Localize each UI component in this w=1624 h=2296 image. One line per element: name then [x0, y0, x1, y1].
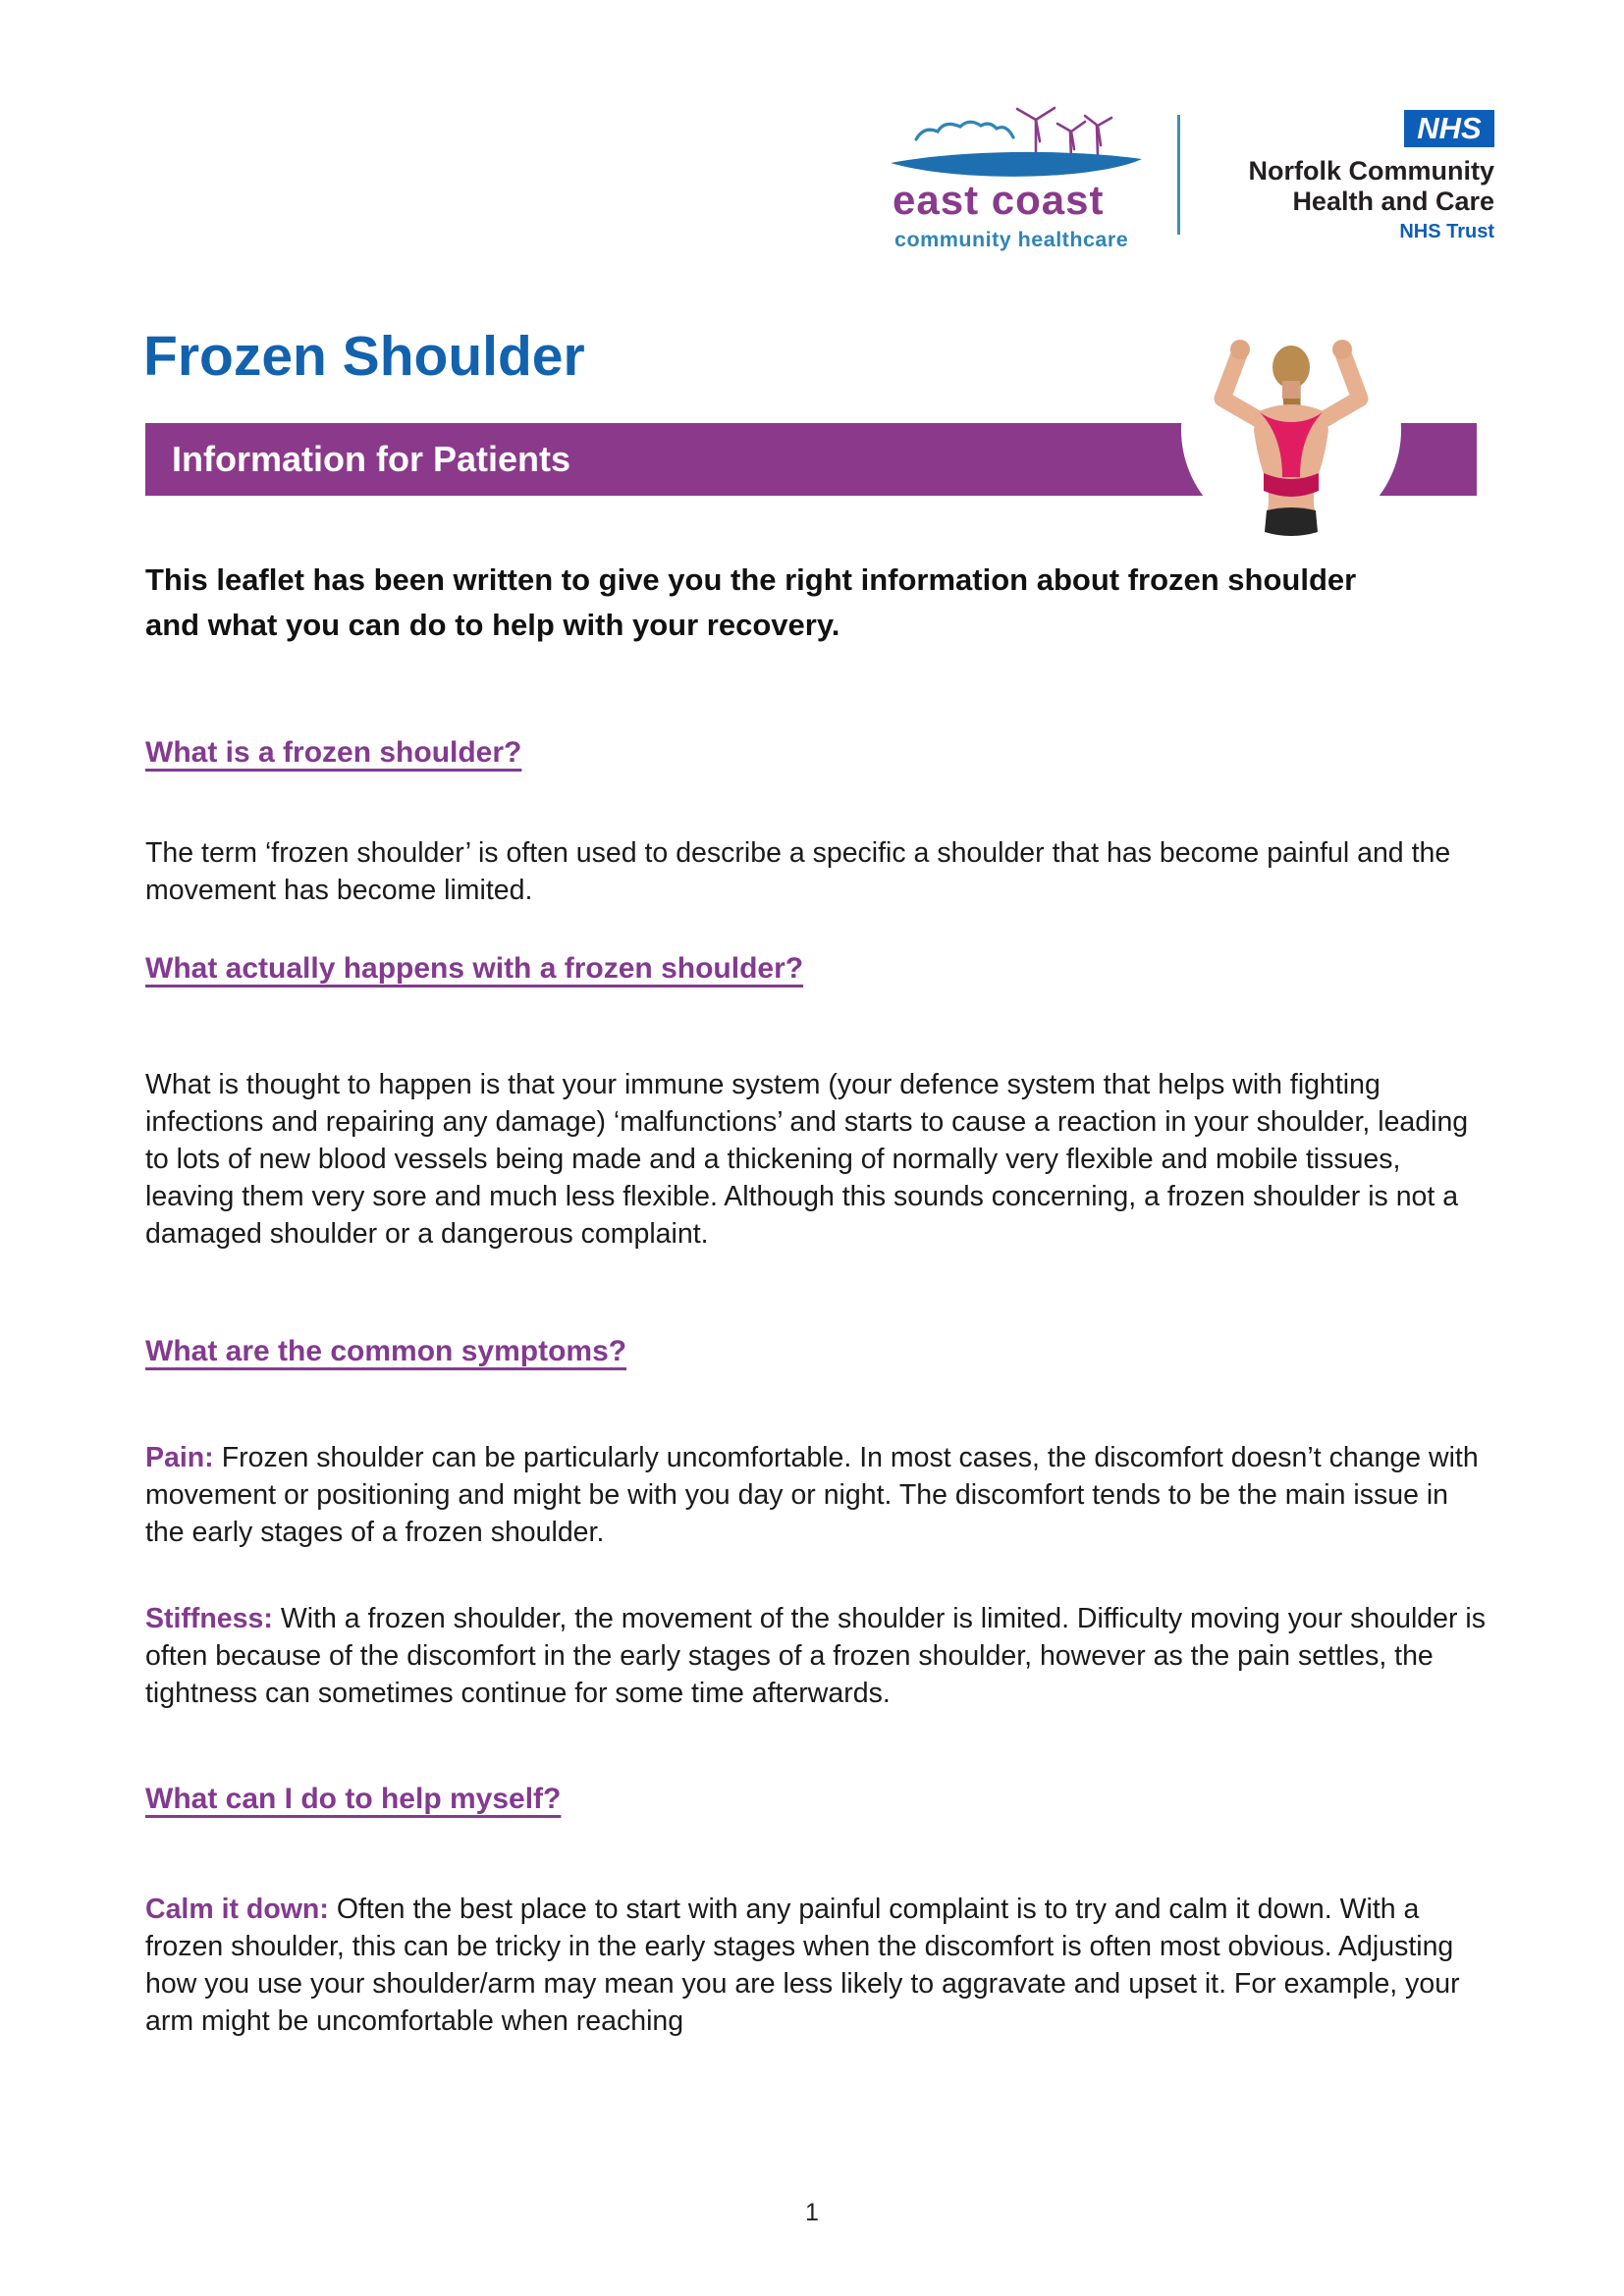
woman-flexing-icon [1181, 320, 1401, 540]
nhs-logo [1245, 110, 1494, 243]
paragraph-mechanism: What is thought to happen is that your immune system (your defence system that helps with fighting infections and repairing any damage) ‘malfunctions’ and starts to cause a reaction in your shoulder, leading to lots of new blood vessels being made and a thickening of normally very flexible and mobile tissues, leaving them very sore and much less flexible. Although this sounds concerning, a frozen shoulder is not a damaged shoulder or a dangerous complaint. [145, 1069, 1469, 1250]
nhs-logo-box: NHS [1404, 110, 1494, 147]
nhs-org-line1: Norfolk Community [1248, 156, 1494, 186]
page-number: 1 [805, 2199, 819, 2226]
heading-common-symptoms: What are the common symptoms? [145, 1335, 627, 1367]
paragraph-definition: The term ‘frozen shoulder’ is often used to describe a specific a shoulder that has become painful and the movement has become limited. [145, 837, 1451, 906]
nhs-org-name [1245, 156, 1494, 217]
east-coast-logo-name: east coast [893, 177, 1105, 223]
stiffness-text: With a frozen shoulder, the movement of the shoulder is limited. Difficulty moving your shoulder is often because of the discomfort in the early stages of a frozen shoulder, however as the pain settles, the tightness can sometimes continue for some time afterwards. [145, 1603, 1486, 1709]
east-coast-logo [869, 69, 1168, 250]
nhs-trust-label: NHS Trust [1399, 221, 1494, 242]
pain-lead: Pain: [145, 1442, 214, 1473]
wind-turbines-icon [1017, 108, 1111, 159]
stiffness-lead: Stiffness: [145, 1603, 273, 1634]
paragraph-stiffness [145, 1600, 1487, 1712]
nhs-org-line2: Health and Care [1292, 187, 1494, 216]
east-coast-artwork-icon [869, 98, 1168, 187]
logo-divider [1177, 115, 1180, 235]
calm-it-down-lead: Calm it down: [145, 1894, 329, 1925]
east-coast-logo-tagline: community healthcare [894, 228, 1129, 251]
pain-text: Frozen shoulder can be particularly uncomfortable. In most cases, the discomfort doesn’t change with movement or positioning and might be with you day or night. The discomfort tends to be the main issue in the early stages of a frozen shoulder. [145, 1442, 1479, 1548]
heading-what-actually-happens: What actually happens with a frozen shoulder? [145, 952, 804, 985]
page-title: Frozen Shoulder [143, 325, 585, 388]
intro-paragraph: This leaflet has been written to give you the right information about frozen shoulder and what you can do to help with your recovery. [145, 562, 1357, 642]
woman-flexing-image [1181, 320, 1401, 540]
heading-what-is-frozen-shoulder: What is a frozen shoulder? [145, 736, 522, 769]
paragraph-pain [145, 1439, 1487, 1551]
heading-help-myself: What can I do to help myself? [145, 1783, 562, 1815]
calm-it-down-text: Often the best place to start with any painful complaint is to try and calm it down. With a frozen shoulder, this can be tricky in the early stages when the discomfort is often most obvious. Adjusting how you use your shoulder/arm may mean you are less likely to aggravate and upset it. For example, your arm might be uncomfortable when reaching [145, 1894, 1460, 2037]
paragraph-calm-it-down [145, 1891, 1487, 2040]
info-banner-label: Information for Patients [172, 439, 571, 479]
